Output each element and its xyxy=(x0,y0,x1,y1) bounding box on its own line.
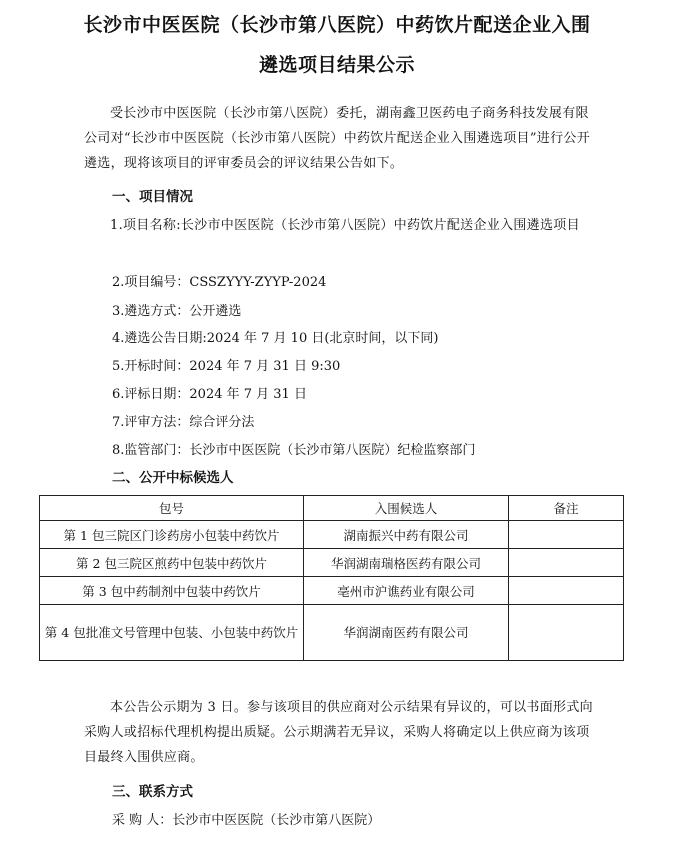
candidate-cell: 华润湖南医药有限公司 xyxy=(304,605,509,661)
header-package: 包号 xyxy=(40,496,304,521)
purchaser-item: 采 购 人：长沙市中医医院（长沙市第八医院） xyxy=(112,813,381,828)
opening-time-item: 5.开标时间：2024 年 7 月 31 日 9:30 xyxy=(112,359,341,374)
supervision-dept-item: 8.监管部门：长沙市中医医院（长沙市第八医院）纪检监察部门 xyxy=(112,443,476,458)
package-cell: 第 1 包三院区门诊药房小包装中药饮片 xyxy=(40,521,304,549)
document-title-line2: 遴选项目结果公示 xyxy=(258,54,415,76)
table-row xyxy=(40,577,624,605)
package-cell: 第 2 包三院区煎药中包装中药饮片 xyxy=(40,549,304,577)
notice-paragraph: 本公告公示期为 3 日。参与该项目的供应商对公示结果有异议的，可以书面形式向采购人或招标代理机构提出质疑。公示期满若无异议，采购人将确定以上供应商为该项目最终入围供应商。 xyxy=(84,700,593,765)
candidate-cell: 湖南振兴中药有限公司 xyxy=(304,521,509,549)
remark-cell xyxy=(509,521,624,549)
package-cell: 第 3 包中药制剂中包装中药饮片 xyxy=(40,577,304,605)
table-header-row xyxy=(40,496,624,521)
section2-heading: 二、公开中标候选人 xyxy=(112,470,234,486)
project-name-item: 1.项目名称:长沙市中医医院（长沙市第八医院）中药饮片配送企业入围遴选项目 xyxy=(110,218,580,233)
package-cell: 第 4 包批准文号管理中包装、小包装中药饮片 xyxy=(40,605,304,661)
evaluation-method-item: 7.评审方法：综合评分法 xyxy=(112,415,255,430)
table-row xyxy=(40,549,624,577)
evaluation-date-item: 6.评标日期：2024 年 7 月 31 日 xyxy=(112,387,307,402)
table-row xyxy=(40,605,624,661)
candidate-cell: 华润湖南瑞格医药有限公司 xyxy=(304,549,509,577)
header-candidate: 入围候选人 xyxy=(304,496,509,521)
header-remark: 备注 xyxy=(509,496,624,521)
project-number-item: 2.项目编号：CSSZYYY-ZYYP-2024 xyxy=(112,275,327,290)
table-row xyxy=(40,521,624,549)
document-title-line1: 长沙市中医医院（长沙市第八医院）中药饮片配送企业入围 xyxy=(83,14,591,36)
section3-heading: 三、联系方式 xyxy=(112,784,193,800)
remark-cell xyxy=(509,549,624,577)
remark-cell xyxy=(509,577,624,605)
selection-method-item: 3.遴选方式：公开遴选 xyxy=(112,304,242,319)
candidates-table xyxy=(39,495,624,661)
remark-cell xyxy=(509,605,624,661)
section1-heading: 一、项目情况 xyxy=(112,189,193,205)
candidate-cell: 亳州市沪谯药业有限公司 xyxy=(304,577,509,605)
intro-paragraph: 受长沙市中医医院（长沙市第八医院）委托，湖南鑫卫医药电子商务科技发展有限公司对“长沙市中医医院（长沙市第八医院）中药饮片配送企业入围遴选项目”进行公开遴选，现将该项目的评审委员会的评议结果公告如下。 xyxy=(84,106,590,171)
announcement-date-item: 4.遴选公告日期:2024 年 7 月 10 日(北京时间，以下同) xyxy=(112,331,439,346)
